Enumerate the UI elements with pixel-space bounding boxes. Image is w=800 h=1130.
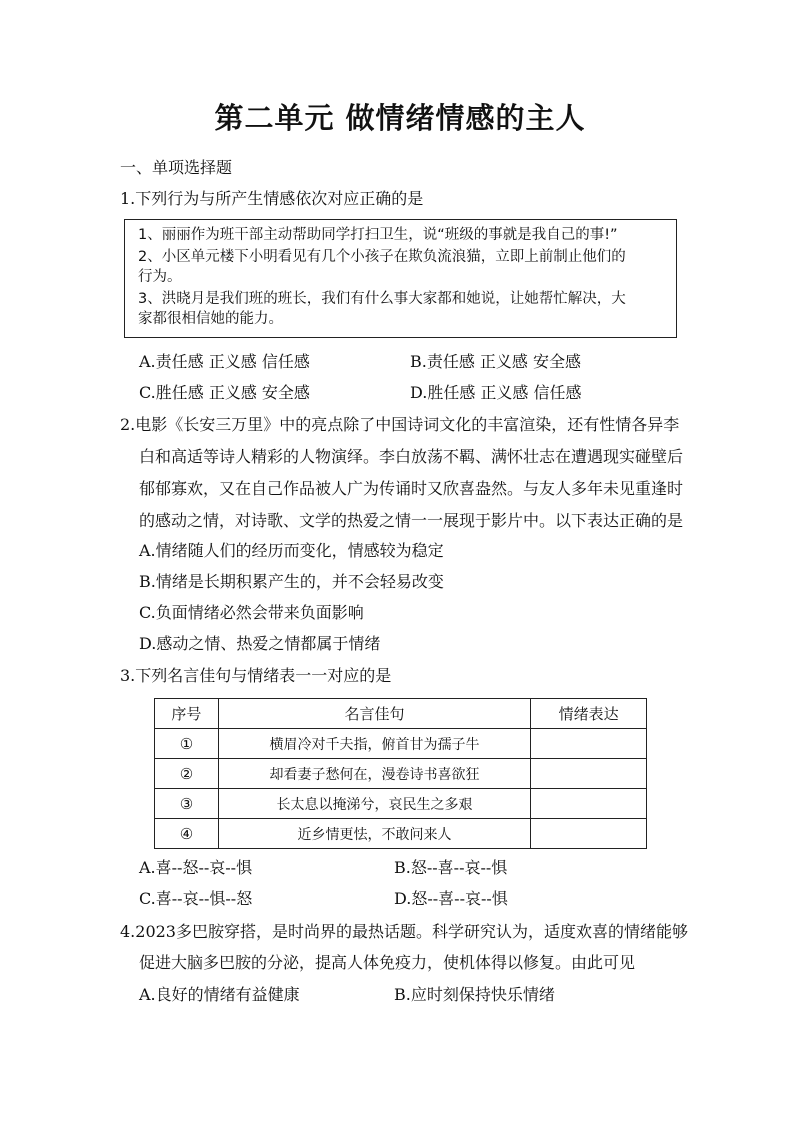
row-quote: 横眉冷对千夫指，俯首甘为孺子牛	[218, 729, 530, 759]
question-2-stem-line: 的感动之情，对诗歌、文学的热爱之情一一展现于影片中。以下表达正确的是	[139, 511, 684, 530]
scenario-line: 行为。	[138, 269, 182, 285]
header-emotion: 情绪表达	[531, 699, 647, 729]
question-4-stem-line: 促进大脑多巴胺的分泌，提高人体免疫力，使机体得以修复。由此可见	[139, 953, 636, 972]
question-2-option-d[interactable]: D.感动之情、热爱之情都属于情绪	[139, 634, 381, 653]
section-heading: 一、单项选择题	[120, 158, 233, 177]
scenario-line: 2、小区单元楼下小明看见有几个小孩子在欺负流浪猫，立即上前制止他们的	[138, 249, 626, 265]
question-1-option-b[interactable]: B.责任感 正义感 安全感	[410, 352, 582, 371]
scenario-line: 家都很相信她的能力。	[138, 311, 283, 327]
row-emotion-blank	[531, 789, 647, 819]
row-emotion-blank	[531, 819, 647, 849]
row-quote: 近乡情更怯，不敢问来人	[218, 819, 530, 849]
question-2-option-a[interactable]: A.情绪随人们的经历而变化，情感较为稳定	[139, 541, 444, 560]
header-index: 序号	[155, 699, 219, 729]
row-index: ①	[155, 729, 219, 759]
table-row	[155, 729, 647, 759]
table-row	[155, 759, 647, 789]
question-4-stem-line: 4.2023多巴胺穿搭，是时尚界的最热话题。科学研究认为，适度欢喜的情绪能够	[120, 922, 688, 941]
row-emotion-blank	[531, 729, 647, 759]
scenario-line: 1、丽丽作为班干部主动帮助同学打扫卫生，说“班级的事就是我自己的事!”	[138, 227, 618, 243]
row-index: ②	[155, 759, 219, 789]
question-3-option-d[interactable]: D.怒--喜--哀--惧	[394, 889, 508, 908]
page-title: 第二单元 做情绪情感的主人	[214, 101, 586, 135]
question-4-option-b[interactable]: B.应时刻保持快乐情绪	[394, 985, 555, 1004]
table-row	[155, 819, 647, 849]
table-header-row	[155, 699, 647, 729]
question-3-option-c[interactable]: C.喜--哀--惧--怒	[139, 889, 253, 908]
question-2-option-b[interactable]: B.情绪是长期积累产生的，并不会轻易改变	[139, 572, 444, 591]
row-quote: 长太息以掩涕兮，哀民生之多艰	[218, 789, 530, 819]
question-1-stem: 1.下列行为与所产生情感依次对应正确的是	[120, 189, 424, 208]
quotes-table	[154, 698, 647, 849]
question-1-option-a[interactable]: A.责任感 正义感 信任感	[139, 352, 310, 371]
question-3-stem: 3.下列名言佳句与情绪表一一对应的是	[120, 666, 392, 685]
question-4-option-a[interactable]: A.良好的情绪有益健康	[139, 985, 300, 1004]
scenario-line: 3、洪晓月是我们班的班长，我们有什么事大家都和她说，让她帮忙解决，大	[138, 291, 626, 307]
table-row	[155, 789, 647, 819]
row-index: ④	[155, 819, 219, 849]
question-1-option-c[interactable]: C.胜任感 正义感 安全感	[139, 383, 310, 402]
header-quote: 名言佳句	[218, 699, 530, 729]
question-2-stem-line: 白和高适等诗人精彩的人物演绎。李白放荡不羁、满怀壮志在遭遇现实碰壁后	[139, 447, 684, 466]
row-emotion-blank	[531, 759, 647, 789]
question-3-option-a[interactable]: A.喜--怒--哀--惧	[139, 858, 253, 877]
question-1-option-d[interactable]: D.胜任感 正义感 信任感	[410, 383, 582, 402]
row-index: ③	[155, 789, 219, 819]
question-2-stem-line: 郁郁寡欢，又在自己作品被人广为传诵时又欣喜盎然。与友人多年未见重逢时	[139, 479, 684, 498]
question-1-scenario-box	[124, 219, 677, 338]
question-2-option-c[interactable]: C.负面情绪必然会带来负面影响	[139, 603, 364, 622]
row-quote: 却看妻子愁何在，漫卷诗书喜欲狂	[218, 759, 530, 789]
question-3-option-b[interactable]: B.怒--喜--哀--惧	[394, 858, 508, 877]
question-2-stem-line: 2.电影《长安三万里》中的亮点除了中国诗词文化的丰富渲染，还有性情各异李	[120, 415, 680, 434]
